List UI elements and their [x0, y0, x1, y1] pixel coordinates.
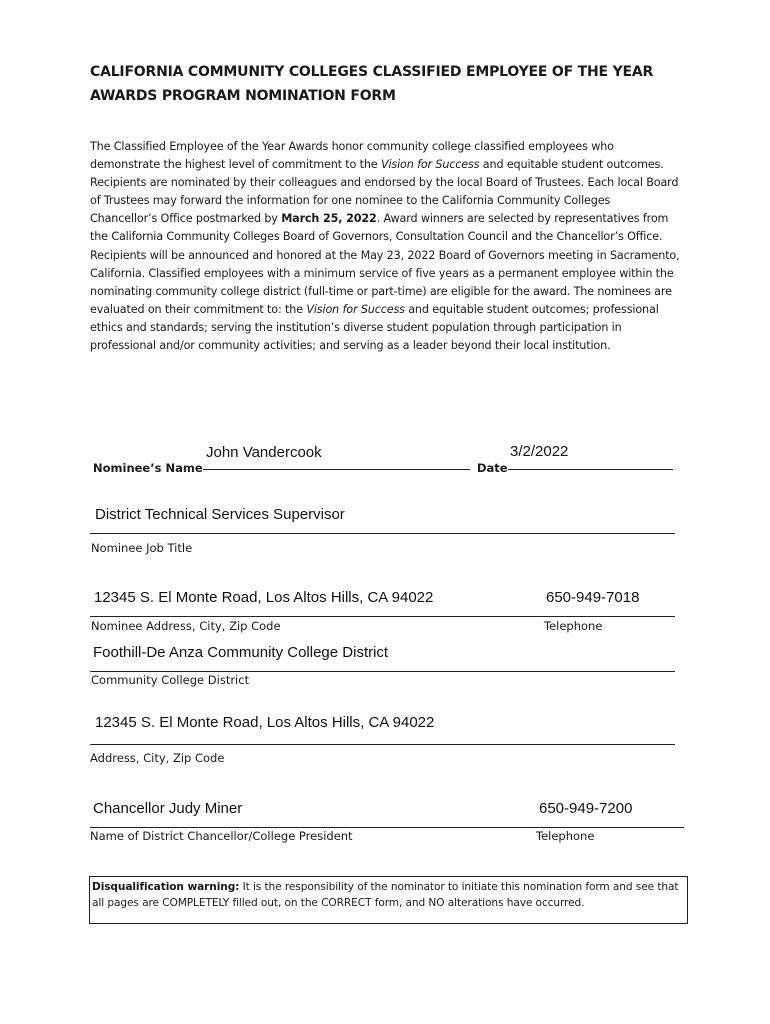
intro-text-4: and equitable student outcomes; professional ethics and standards; serving the institution’s diverse student population through participation in professional and/or community activities; and serving as a leader beyond their local institution.: [90, 302, 659, 353]
job-title-label: Nominee Job Title: [91, 541, 193, 555]
nominee-name-value[interactable]: John Vandercook: [206, 444, 322, 461]
address-line: [90, 744, 675, 745]
disqualification-warning: [89, 876, 688, 924]
intro-vision-2: Vision for Success: [306, 302, 405, 316]
nominee-phone-label: Telephone: [544, 619, 603, 633]
district-label: Community College District: [91, 673, 250, 687]
form-title-line-1: CALIFORNIA COMMUNITY COLLEGES CLASSIFIED EMPLOYEE OF THE YEAR: [90, 64, 654, 80]
chancellor-phone-label: Telephone: [536, 829, 595, 843]
form-title: [90, 60, 710, 108]
warning-heading: Disqualification warning:: [92, 881, 240, 893]
nominee-phone-value[interactable]: 650-949-7018: [546, 589, 640, 606]
address-value[interactable]: 12345 S. El Monte Road, Los Altos Hills, CA 94022: [95, 714, 435, 731]
nominee-name-label: Nominee’s Name: [93, 461, 203, 475]
intro-vision-1: Vision for Success: [380, 158, 480, 172]
intro-paragraph: [90, 138, 680, 355]
chancellor-value[interactable]: Chancellor Judy Miner: [93, 800, 243, 817]
form-title-line-2: AWARDS PROGRAM NOMINATION FORM: [90, 88, 396, 104]
job-title-value[interactable]: District Technical Services Supervisor: [95, 506, 345, 523]
intro-text-1: The Classified Employee of the Year Awards honor community college classified employees who demonstrate the highest level of commitment to the: [90, 140, 614, 172]
nominee-address-line: [90, 616, 675, 617]
intro-deadline: March 25, 2022: [281, 212, 377, 226]
district-line: [90, 671, 675, 672]
warning-text: It is the responsibility of the nominator to initiate this nomination form and see that all pages are COMPLETELY filled out, on the CORRECT form, and NO alterations have occurred.: [92, 881, 679, 909]
address-label: Address, City, Zip Code: [90, 751, 225, 765]
chancellor-phone-value[interactable]: 650-949-7200: [539, 800, 633, 817]
job-title-line: [90, 533, 675, 534]
district-value[interactable]: Foothill-De Anza Community College District: [93, 644, 389, 661]
nominee-name-line: [203, 469, 470, 470]
nominee-address-label: Nominee Address, City, Zip Code: [91, 619, 281, 633]
date-value[interactable]: 3/2/2022: [510, 443, 569, 460]
nominee-address-value[interactable]: 12345 S. El Monte Road, Los Altos Hills, CA 94022: [94, 589, 434, 606]
chancellor-line: [90, 827, 684, 828]
intro-text-2: and equitable student outcomes. Recipients are nominated by their colleagues and endorsed by the local Board of Trustees. Each local Board of Trustees may forward the information for one nominee to the California Community Colleges Chancellor’s Office postmarked by: [90, 158, 679, 226]
chancellor-label: Name of District Chancellor/College President: [90, 829, 353, 843]
date-label: Date: [477, 461, 508, 475]
intro-text-3: . Award winners are selected by representatives from the California Community Colleges Board of Governors, Consultation Council and the Chancellor’s Office. Recipients will be announced and honored at the May 23, 2022 Board of Governors meeting in Sacramento, California. Classified employees with a minimum service of five years as a permanent employee within the nominating community college district (full-time or part-time) are eligible for the award. The nominees are evaluated on their commitment to: the: [90, 212, 680, 316]
date-line: [508, 469, 673, 470]
